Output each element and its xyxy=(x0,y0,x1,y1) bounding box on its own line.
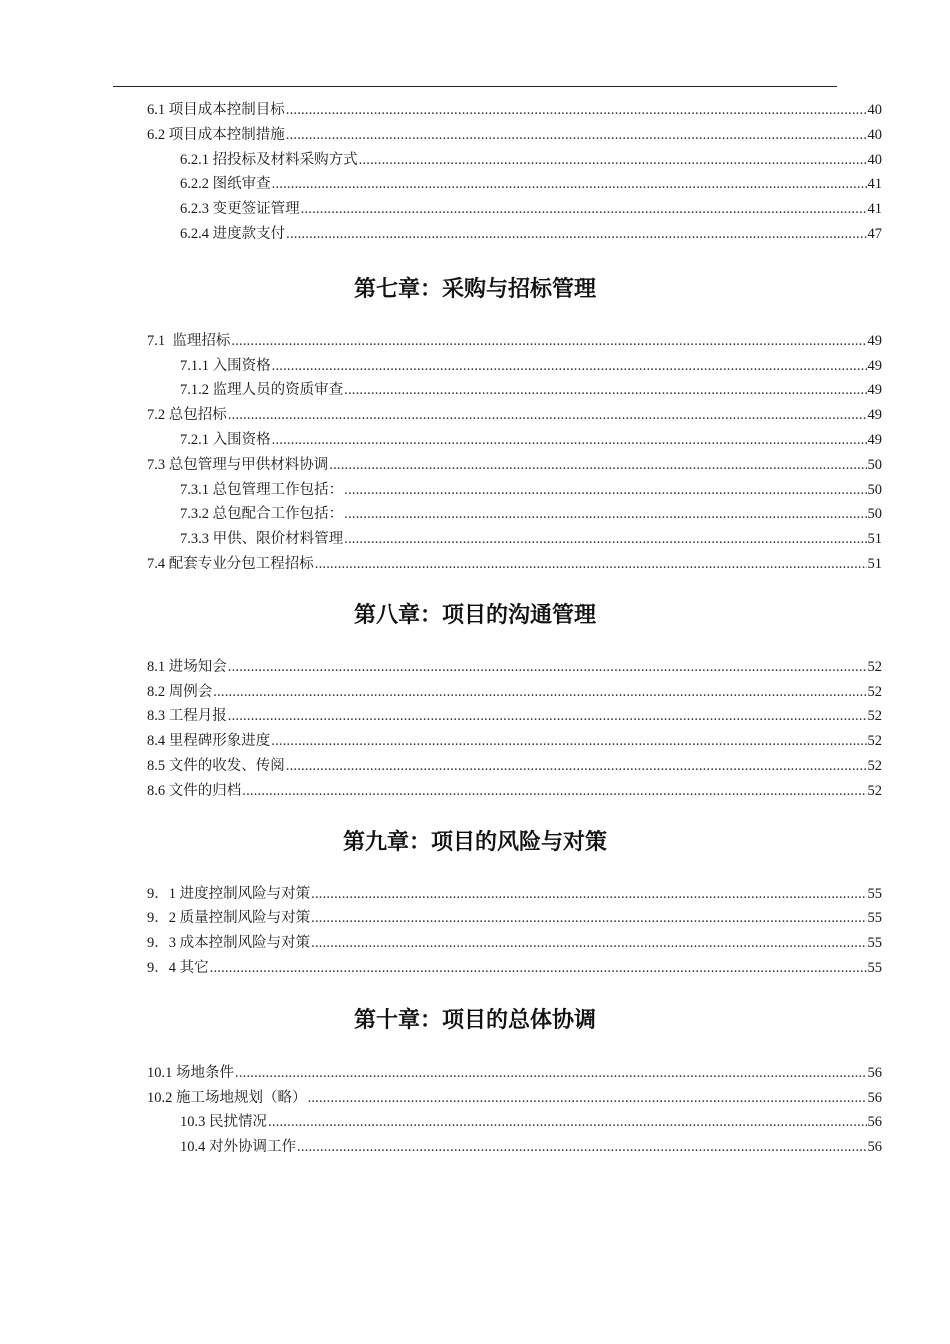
toc-dot-leader xyxy=(315,552,867,577)
toc-dot-leader xyxy=(311,906,866,931)
toc-dot-leader xyxy=(272,428,867,453)
toc-dot-leader xyxy=(308,1086,867,1111)
toc-page-number: 40 xyxy=(867,102,882,118)
toc-section-chapter6 xyxy=(0,98,950,247)
toc-page-number: 51 xyxy=(867,531,882,548)
toc-entry[interactable] xyxy=(180,428,882,453)
toc-dot-leader xyxy=(297,1135,867,1160)
toc-page-number: 56 xyxy=(867,1114,882,1131)
toc-entry[interactable] xyxy=(147,704,882,729)
toc-entry[interactable] xyxy=(147,552,882,577)
toc-entry[interactable] xyxy=(180,197,882,222)
toc-entry-label: 10.4 对外协调工作 xyxy=(180,1139,296,1156)
toc-dot-leader xyxy=(344,378,866,403)
toc-entry-label: 10.3 民扰情况 xyxy=(180,1114,267,1131)
toc-entry-label: 7.1.1 入围资格 xyxy=(180,357,271,374)
toc-entry-label: 8.3 工程月报 xyxy=(147,708,227,725)
toc-entry[interactable] xyxy=(180,222,882,247)
toc-entry[interactable] xyxy=(147,956,882,981)
toc-section-chapter7 xyxy=(0,329,950,577)
toc-page-number: 52 xyxy=(867,782,882,799)
toc-page-number: 56 xyxy=(867,1139,882,1156)
toc-entry[interactable] xyxy=(180,148,882,173)
toc-page-number: 55 xyxy=(867,935,882,952)
toc-page-number: 55 xyxy=(867,959,882,976)
toc-dot-leader xyxy=(311,882,866,907)
toc-entry-label: 6.1 项目成本控制目标 xyxy=(147,102,285,118)
toc-entry-label: 7.3.2 总包配合工作包括： xyxy=(180,506,344,523)
toc-entry[interactable] xyxy=(147,329,882,354)
toc-entry[interactable] xyxy=(180,1110,882,1135)
toc-dot-leader xyxy=(311,931,866,956)
toc-entry[interactable] xyxy=(147,98,882,123)
toc-entry-label: 6.2.4 进度款支付 xyxy=(180,225,286,242)
toc-dot-leader xyxy=(344,478,866,503)
toc-entry-label: 10.2 施工场地规划（略） xyxy=(147,1089,307,1106)
toc-entry-label: 8.1 进场知会 xyxy=(147,658,227,675)
toc-page-number: 52 xyxy=(867,733,882,750)
toc-entry[interactable] xyxy=(180,502,882,527)
toc-page-number: 56 xyxy=(867,1064,882,1081)
toc-entry[interactable] xyxy=(180,354,882,379)
toc-entry[interactable] xyxy=(147,680,882,705)
toc-entry[interactable] xyxy=(147,655,882,680)
toc-dot-leader xyxy=(286,222,866,247)
chapter-heading-7: 第七章：采购与招标管理 xyxy=(353,276,596,302)
toc-page-number: 49 xyxy=(867,332,882,349)
toc-entry-label: 8.5 文件的收发、传阅 xyxy=(147,757,285,774)
toc-entry[interactable] xyxy=(147,906,882,931)
toc-dot-leader xyxy=(210,956,867,981)
toc-dot-leader xyxy=(228,403,867,428)
toc-entry-label: 7.2.1 入围资格 xyxy=(180,431,271,448)
toc-dot-leader xyxy=(286,754,867,779)
toc-entry[interactable] xyxy=(180,1135,882,1160)
toc-dot-leader xyxy=(213,680,866,705)
toc-page-number: 49 xyxy=(867,407,882,424)
toc-page-number: 55 xyxy=(867,910,882,927)
toc-page-number: 49 xyxy=(867,382,882,399)
toc-entry[interactable] xyxy=(147,1086,882,1111)
toc-page-number: 55 xyxy=(867,885,882,902)
toc-entry[interactable] xyxy=(180,478,882,503)
toc-page-number: 47 xyxy=(867,225,882,242)
table-of-contents xyxy=(0,98,950,1160)
toc-dot-leader xyxy=(235,1061,867,1086)
toc-page-number: 56 xyxy=(867,1089,882,1106)
toc-entry-label: 9．3 成本控制风险与对策 xyxy=(147,935,311,952)
toc-dot-leader xyxy=(301,197,867,222)
toc-dot-leader xyxy=(359,148,867,173)
toc-entry-label: 7.3.1 总包管理工作包括： xyxy=(180,481,344,498)
toc-entry[interactable] xyxy=(147,931,882,956)
toc-dot-leader xyxy=(228,704,867,729)
chapter-heading-8: 第八章：项目的沟通管理 xyxy=(353,602,596,628)
chapter-heading-9: 第九章：项目的风险与对策 xyxy=(342,829,607,855)
toc-page-number: 50 xyxy=(867,506,882,523)
toc-page-number: 41 xyxy=(867,176,882,193)
toc-entry[interactable] xyxy=(147,779,882,804)
toc-dot-leader xyxy=(228,655,867,680)
toc-page-number: 52 xyxy=(867,658,882,675)
toc-entry[interactable] xyxy=(147,1061,882,1086)
toc-dot-leader xyxy=(286,98,867,123)
toc-dot-leader xyxy=(272,354,867,379)
toc-page-number: 40 xyxy=(867,126,882,143)
toc-entry-label: 7.3 总包管理与甲供材料协调 xyxy=(147,456,329,473)
toc-entry-label: 7.4 配套专业分包工程招标 xyxy=(147,555,314,572)
toc-entry[interactable] xyxy=(180,378,882,403)
toc-page-number: 49 xyxy=(867,357,882,374)
toc-entry[interactable] xyxy=(147,453,882,478)
toc-entry[interactable] xyxy=(147,729,882,754)
toc-dot-leader xyxy=(268,1110,867,1135)
toc-dot-leader xyxy=(286,123,867,148)
toc-page-number: 50 xyxy=(867,481,882,498)
toc-entry-label: 9．1 进度控制风险与对策 xyxy=(147,885,311,902)
toc-page-number: 40 xyxy=(867,151,882,168)
toc-page-number: 49 xyxy=(867,431,882,448)
toc-entry-label: 8.2 周例会 xyxy=(147,683,213,700)
toc-dot-leader xyxy=(344,527,866,552)
toc-entry-label: 7.3.3 甲供、限价材料管理 xyxy=(180,531,344,548)
toc-entry-label: 9．2 质量控制风险与对策 xyxy=(147,910,311,927)
toc-entry-label: 6.2.1 招投标及材料采购方式 xyxy=(180,151,358,168)
toc-dot-leader xyxy=(231,329,866,354)
header-rule xyxy=(113,86,837,87)
toc-dot-leader xyxy=(242,779,866,804)
toc-page-number: 51 xyxy=(867,555,882,572)
toc-page-number: 50 xyxy=(867,456,882,473)
toc-entry-label: 6.2.2 图纸审查 xyxy=(180,176,271,193)
toc-entry-label: 7.1 监理招标 xyxy=(147,332,231,349)
toc-entry-label: 8.4 里程碑形象进度 xyxy=(147,733,271,750)
toc-dot-leader xyxy=(272,172,867,197)
toc-entry[interactable] xyxy=(147,882,882,907)
toc-entry-label: 7.2 总包招标 xyxy=(147,407,227,424)
toc-entry[interactable] xyxy=(180,527,882,552)
toc-page-number: 52 xyxy=(867,757,882,774)
toc-entry[interactable] xyxy=(147,754,882,779)
toc-page-number: 52 xyxy=(867,708,882,725)
toc-dot-leader xyxy=(344,502,866,527)
toc-entry[interactable] xyxy=(147,123,882,148)
toc-entry-label: 6.2.3 变更签证管理 xyxy=(180,201,300,218)
toc-page-number: 41 xyxy=(867,201,882,218)
toc-entry-label: 8.6 文件的归档 xyxy=(147,782,242,799)
chapter-heading-10: 第十章：项目的总体协调 xyxy=(353,1007,596,1033)
toc-entry-label: 7.1.2 监理人员的资质审查 xyxy=(180,382,344,399)
toc-dot-leader xyxy=(271,729,866,754)
toc-entry-label: 10.1 场地条件 xyxy=(147,1064,234,1081)
toc-entry-label: 6.2 项目成本控制措施 xyxy=(147,126,285,143)
toc-section-chapter8 xyxy=(0,655,950,804)
toc-page-number: 52 xyxy=(867,683,882,700)
toc-entry[interactable] xyxy=(147,403,882,428)
toc-entry-label: 9．4 其它 xyxy=(147,959,209,976)
toc-section-chapter9 xyxy=(0,882,950,981)
toc-dot-leader xyxy=(329,453,866,478)
toc-section-chapter10 xyxy=(0,1061,950,1160)
toc-entry[interactable] xyxy=(180,172,882,197)
